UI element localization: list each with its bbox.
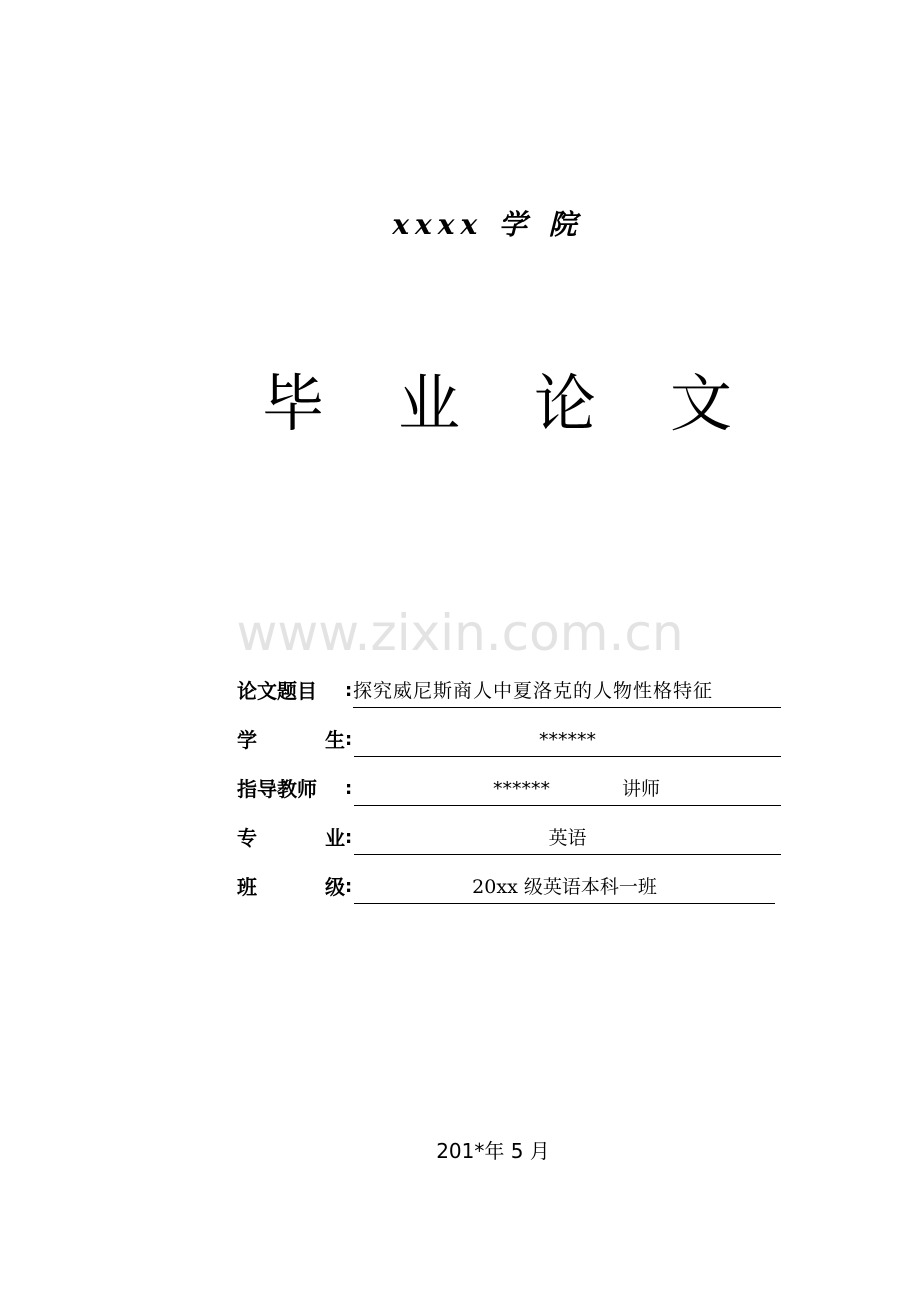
class-field — [354, 871, 775, 904]
advisor-field — [354, 773, 781, 806]
major-colon: : — [345, 827, 353, 848]
college-name: xxxx 学 院 — [392, 208, 583, 241]
class-value: 20xx 级英语本科一班 — [472, 876, 657, 898]
advisor-name: ****** — [493, 778, 550, 800]
student-field — [354, 724, 781, 757]
student-label — [237, 724, 345, 756]
topic-row — [237, 675, 797, 711]
advisor-label: 指导教师 — [237, 777, 317, 801]
class-label-char-1: 班 — [237, 875, 257, 899]
watermark: www.zixin.com.cn — [236, 604, 684, 662]
heading-char-3: 论 — [533, 367, 596, 440]
topic-field — [353, 675, 781, 708]
student-label-char-1: 学 — [237, 728, 257, 752]
student-colon: : — [345, 729, 353, 750]
topic-colon: : — [345, 680, 353, 701]
student-value: ****** — [539, 729, 596, 751]
major-value: 英语 — [548, 827, 587, 849]
class-row — [237, 871, 797, 907]
heading-char-4: 文 — [669, 367, 732, 440]
major-label-char-2: 业 — [325, 826, 345, 850]
major-label — [237, 822, 345, 854]
student-row — [237, 724, 797, 760]
heading-char-1: 毕 — [262, 367, 325, 440]
submission-date: 201*年 5 月 — [436, 1139, 550, 1163]
topic-label: 论文题目 — [237, 679, 317, 703]
advisor-row — [237, 773, 797, 809]
major-label-char-1: 专 — [237, 826, 257, 850]
topic-value: 探究威尼斯商人中夏洛克的人物性格特征 — [353, 680, 714, 702]
heading-char-2: 业 — [397, 367, 460, 440]
class-colon: : — [345, 876, 353, 897]
major-row — [237, 822, 797, 858]
thesis-heading — [262, 366, 732, 442]
advisor-colon: : — [345, 778, 353, 799]
student-label-char-2: 生 — [325, 728, 345, 752]
advisor-rank: 讲师 — [622, 778, 661, 800]
major-field — [354, 822, 781, 855]
class-label — [237, 871, 345, 903]
class-label-char-2: 级 — [325, 875, 345, 899]
